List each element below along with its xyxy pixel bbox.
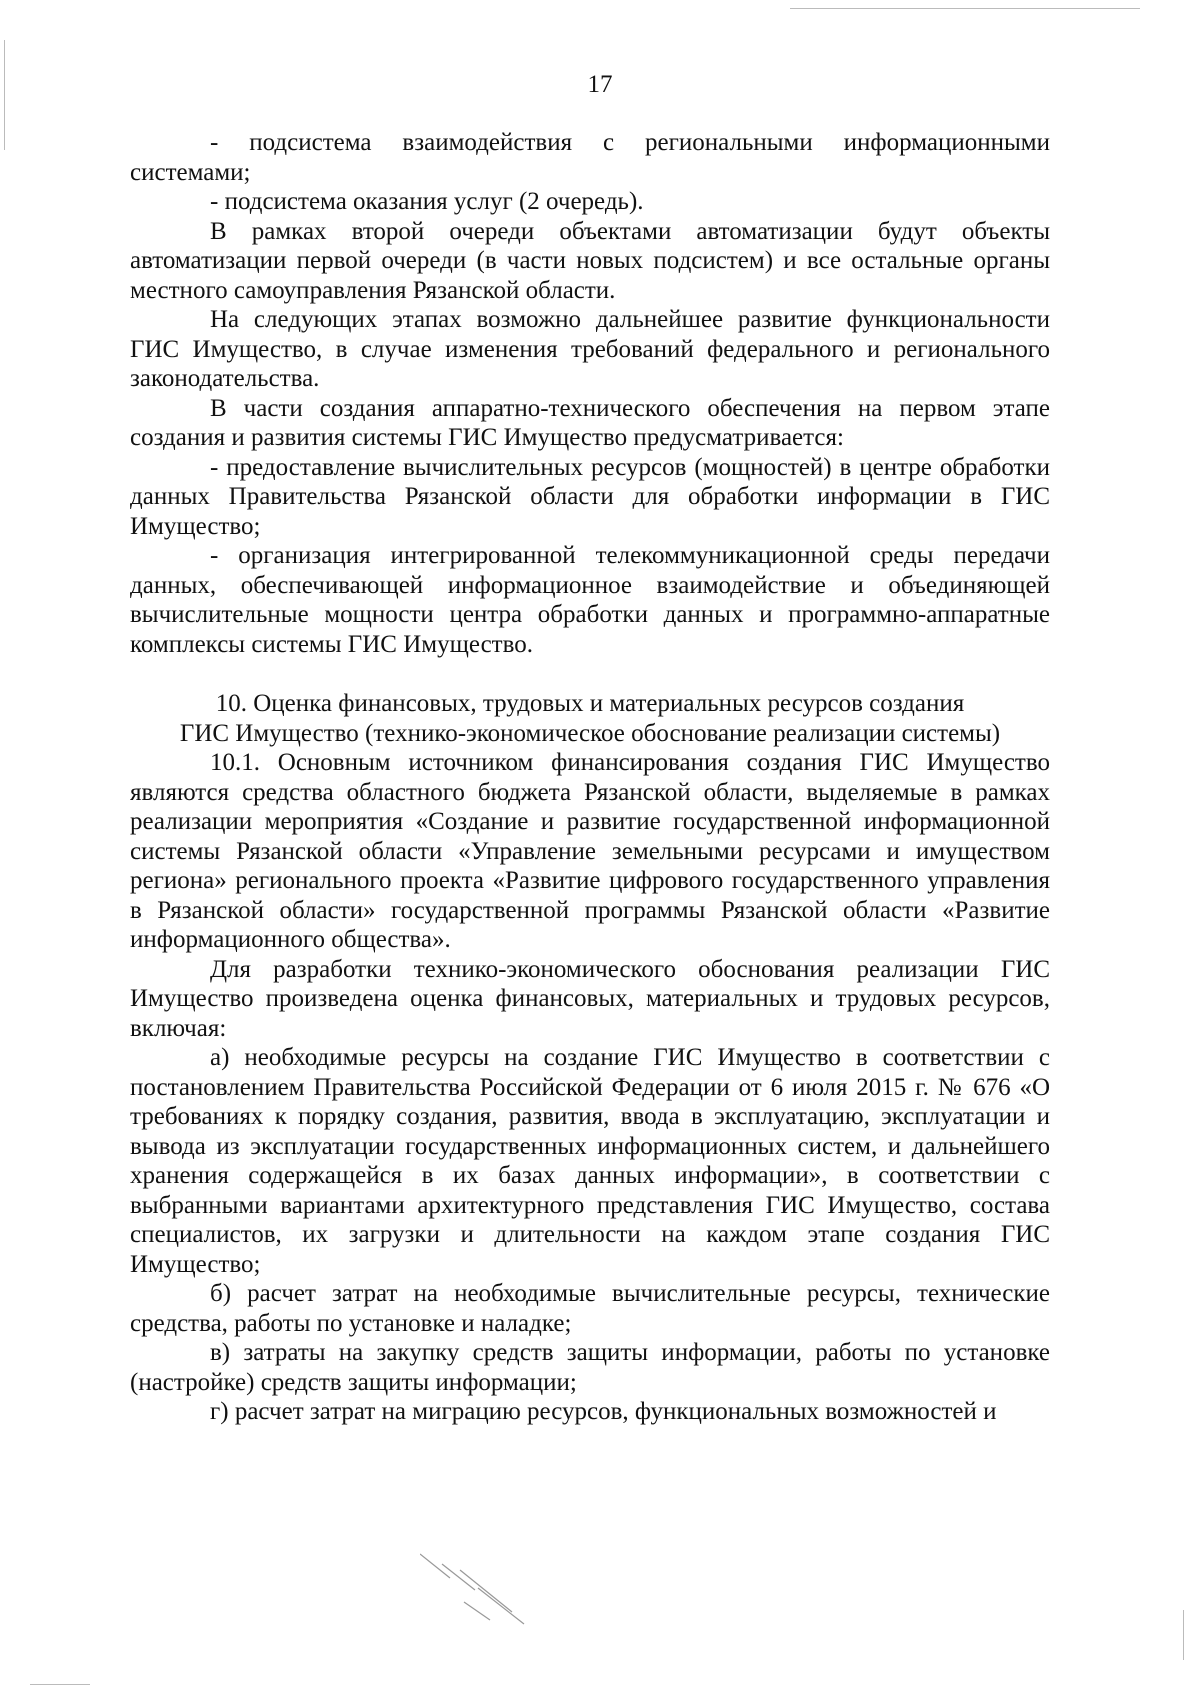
paragraph: Для разработки технико-экономического обоснования реализации ГИС Имущество произведена оценка финансовых, материальных и трудовых ресурсов, включая:	[130, 955, 1050, 1042]
paragraph: - предоставление вычислительных ресурсов (мощностей) в центре обработки данных Правительства Рязанской области для обработки информации в ГИС Имущество;	[130, 453, 1050, 540]
scan-edge-bottom	[30, 1684, 90, 1685]
scan-edge-top	[790, 8, 1140, 9]
paragraph: - подсистема оказания услуг (2 очередь).	[210, 188, 644, 215]
document-body	[130, 128, 1050, 1427]
list-item-v: в) затраты на закупку средств защиты информации, работы по установке (настройке) средств защиты информации;	[130, 1339, 1050, 1396]
paragraph: В части создания аппаратно-технического обеспечения на первом этапе создания и развития системы ГИС Имущество предусматривается:	[130, 394, 1050, 451]
paragraph: 10.1. Основным источником финансирования создания ГИС Имущество являются средства областного бюджета Рязанской области, выделяемые в рамках реализации мероприятия «Создание и развитие государственной информационной системы Рязанской области «Управление земельными ресурсами и имуществом региона» регионального проекта «Развитие цифрового государственного управления в Рязанской области» государственной программы Рязанской области «Развитие информационного общества».	[130, 749, 1050, 953]
paragraph: В рамках второй очереди объектами автоматизации будут объекты автоматизации первой очереди (в части новых подсистем) и все остальные органы местного самоуправления Рязанской области.	[130, 217, 1050, 304]
section-heading	[130, 689, 1050, 748]
list-item-a: а) необходимые ресурсы на создание ГИС Имущество в соответствии с постановлением Правительства Российской Федерации от 6 июля 2015 г. № 676 «О требованиях к порядку создания, развития, ввода в эксплуатацию, эксплуатации и вывода из эксплуатации государственных информационных систем, и дальнейшего хранения содержащейся в их базах данных информации», в соответствии с выбранными вариантами архитектурного представления ГИС Имущество, состава специалистов, их загрузки и длительности на каждом этапе создания ГИС Имущество;	[130, 1044, 1050, 1278]
section-heading-line-2: ГИС Имущество (технико-экономическое обоснование реализации системы)	[179, 719, 1001, 747]
page-number: 17	[587, 71, 613, 98]
paragraph: На следующих этапах возможно дальнейшее развитие функциональности ГИС Имущество, в случае изменения требований федерального и регионального законодательства.	[130, 306, 1050, 392]
list-item-b: б) расчет затрат на необходимые вычислительные ресурсы, технические средства, работы по установке и наладке;	[130, 1280, 1050, 1337]
paragraph: - подсистема взаимодействия с региональными информационными системами;	[130, 129, 1050, 186]
section-heading-line-1: 10. Оценка финансовых, трудовых и материальных ресурсов создания	[215, 690, 965, 717]
scan-smudge-marks	[420, 1550, 560, 1630]
list-item-g: г) расчет затрат на миграцию ресурсов, функциональных возможностей и	[210, 1398, 997, 1425]
paragraph: - организация интегрированной телекоммуникационной среды передачи данных, обеспечивающей информационное взаимодействие и объединяющей вычислительные мощности центра обработки данных и программно-аппаратные комплексы системы ГИС Имущество.	[130, 542, 1050, 658]
scan-edge-right	[1183, 1610, 1184, 1660]
